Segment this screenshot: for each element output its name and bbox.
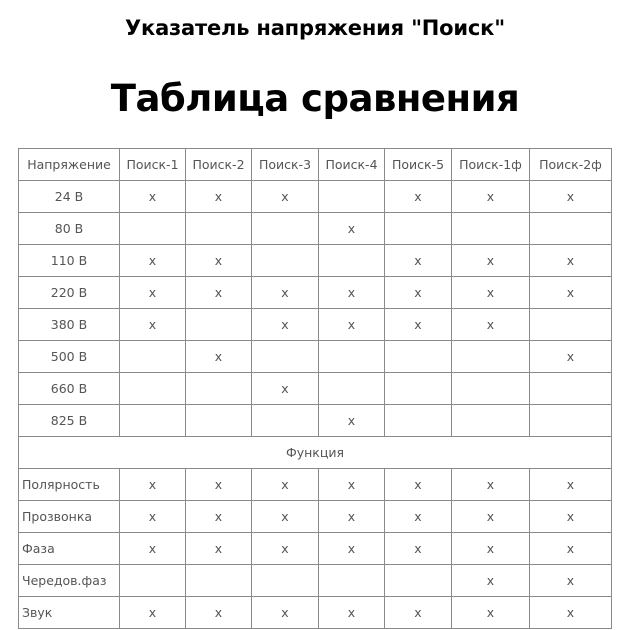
table-cell bbox=[252, 213, 319, 245]
table-row bbox=[19, 405, 612, 437]
table-cell bbox=[530, 309, 612, 341]
header-row bbox=[19, 149, 612, 181]
row-label: 380 В bbox=[19, 309, 120, 341]
row-label: 24 В bbox=[19, 181, 120, 213]
table-cell: x bbox=[120, 501, 186, 533]
table-cell: x bbox=[385, 181, 452, 213]
row-label: 500 В bbox=[19, 341, 120, 373]
table-cell bbox=[530, 373, 612, 405]
table-cell: x bbox=[530, 245, 612, 277]
table-cell: x bbox=[530, 341, 612, 373]
table-cell: x bbox=[252, 181, 319, 213]
table-cell: x bbox=[186, 181, 252, 213]
table-cell bbox=[319, 181, 385, 213]
table-cell bbox=[120, 341, 186, 373]
section-label: Функция bbox=[19, 437, 612, 469]
table-cell bbox=[120, 373, 186, 405]
table-cell: x bbox=[530, 469, 612, 501]
table-cell: x bbox=[120, 597, 186, 629]
table-cell bbox=[319, 245, 385, 277]
row-label: 660 В bbox=[19, 373, 120, 405]
table-cell: x bbox=[319, 309, 385, 341]
table-cell: x bbox=[385, 597, 452, 629]
table-row bbox=[19, 309, 612, 341]
table-cell: x bbox=[452, 277, 530, 309]
table-cell: x bbox=[385, 277, 452, 309]
table-cell bbox=[252, 565, 319, 597]
table-cell: x bbox=[530, 181, 612, 213]
table-cell: x bbox=[252, 373, 319, 405]
table-cell: x bbox=[252, 533, 319, 565]
column-header: Поиск-2ф bbox=[530, 149, 612, 181]
table-row bbox=[19, 277, 612, 309]
row-label: 825 В bbox=[19, 405, 120, 437]
table-cell bbox=[319, 565, 385, 597]
table-row bbox=[19, 597, 612, 629]
table-cell bbox=[530, 213, 612, 245]
row-label: Прозвонка bbox=[19, 501, 120, 533]
table-cell: x bbox=[530, 501, 612, 533]
table-cell bbox=[385, 405, 452, 437]
table-cell: x bbox=[186, 533, 252, 565]
table-cell bbox=[385, 341, 452, 373]
table-cell: x bbox=[120, 533, 186, 565]
table-cell bbox=[186, 565, 252, 597]
table-cell bbox=[452, 213, 530, 245]
table-cell: x bbox=[186, 341, 252, 373]
table-cell bbox=[186, 309, 252, 341]
table-cell bbox=[252, 405, 319, 437]
table-cell: x bbox=[530, 565, 612, 597]
table-cell bbox=[319, 341, 385, 373]
table-cell bbox=[186, 373, 252, 405]
section-row bbox=[19, 437, 612, 469]
table-row bbox=[19, 341, 612, 373]
table-cell: x bbox=[120, 309, 186, 341]
table-cell: x bbox=[385, 469, 452, 501]
table-cell: x bbox=[319, 405, 385, 437]
table-cell: x bbox=[319, 213, 385, 245]
table-cell: x bbox=[186, 597, 252, 629]
table-cell bbox=[252, 245, 319, 277]
column-header: Поиск-3 bbox=[252, 149, 319, 181]
table-cell: x bbox=[452, 181, 530, 213]
row-label: 220 В bbox=[19, 277, 120, 309]
table-cell: x bbox=[452, 533, 530, 565]
page-title: Указатель напряжения "Поиск" bbox=[125, 16, 505, 40]
table-cell: x bbox=[252, 277, 319, 309]
table-cell: x bbox=[186, 245, 252, 277]
table-cell: x bbox=[385, 533, 452, 565]
table-row bbox=[19, 181, 612, 213]
table-cell: x bbox=[530, 533, 612, 565]
table-cell: x bbox=[530, 277, 612, 309]
column-header: Поиск-5 bbox=[385, 149, 452, 181]
table-row bbox=[19, 213, 612, 245]
table-row bbox=[19, 373, 612, 405]
table-cell: x bbox=[186, 469, 252, 501]
table-row bbox=[19, 533, 612, 565]
table-cell: x bbox=[120, 181, 186, 213]
table-header bbox=[19, 149, 612, 181]
table-cell bbox=[120, 405, 186, 437]
table-cell: x bbox=[452, 597, 530, 629]
table-cell: x bbox=[452, 469, 530, 501]
table-row bbox=[19, 565, 612, 597]
table-cell: x bbox=[120, 277, 186, 309]
table-cell: x bbox=[452, 309, 530, 341]
table-cell bbox=[530, 405, 612, 437]
table-cell: x bbox=[319, 533, 385, 565]
table-cell: x bbox=[385, 309, 452, 341]
table-cell: x bbox=[319, 597, 385, 629]
table-cell: x bbox=[530, 597, 612, 629]
page-subtitle: Таблица сравнения bbox=[110, 77, 520, 120]
table-row bbox=[19, 501, 612, 533]
row-label: Полярность bbox=[19, 469, 120, 501]
table-cell: x bbox=[319, 501, 385, 533]
column-header: Поиск-1 bbox=[120, 149, 186, 181]
table-cell: x bbox=[452, 501, 530, 533]
table-cell bbox=[319, 373, 385, 405]
table-cell bbox=[385, 373, 452, 405]
table-cell: x bbox=[120, 245, 186, 277]
table-cell bbox=[120, 565, 186, 597]
row-label: 110 В bbox=[19, 245, 120, 277]
table-cell bbox=[120, 213, 186, 245]
table-cell bbox=[452, 405, 530, 437]
table-cell bbox=[186, 405, 252, 437]
table-cell bbox=[452, 373, 530, 405]
row-label: Фаза bbox=[19, 533, 120, 565]
table-cell: x bbox=[319, 277, 385, 309]
row-label: Чередов.фаз bbox=[19, 565, 120, 597]
row-label: Звук bbox=[19, 597, 120, 629]
table-cell: x bbox=[252, 309, 319, 341]
corner-header: Напряжение bbox=[19, 149, 120, 181]
column-header: Поиск-2 bbox=[186, 149, 252, 181]
row-label: 80 В bbox=[19, 213, 120, 245]
column-header: Поиск-1ф bbox=[452, 149, 530, 181]
table-cell bbox=[385, 213, 452, 245]
table-cell: x bbox=[252, 597, 319, 629]
table-cell: x bbox=[252, 469, 319, 501]
table-cell bbox=[452, 341, 530, 373]
table-cell: x bbox=[186, 501, 252, 533]
table-cell: x bbox=[452, 245, 530, 277]
table-cell bbox=[385, 565, 452, 597]
column-header: Поиск-4 bbox=[319, 149, 385, 181]
comparison-table bbox=[18, 148, 612, 629]
table-cell: x bbox=[186, 277, 252, 309]
table-cell: x bbox=[385, 501, 452, 533]
table-cell bbox=[252, 341, 319, 373]
table-cell: x bbox=[120, 469, 186, 501]
table-body bbox=[19, 181, 612, 629]
table-cell: x bbox=[385, 245, 452, 277]
table-cell bbox=[186, 213, 252, 245]
table-cell: x bbox=[252, 501, 319, 533]
table-cell: x bbox=[319, 469, 385, 501]
table-row bbox=[19, 245, 612, 277]
table-row bbox=[19, 469, 612, 501]
table-cell: x bbox=[452, 565, 530, 597]
